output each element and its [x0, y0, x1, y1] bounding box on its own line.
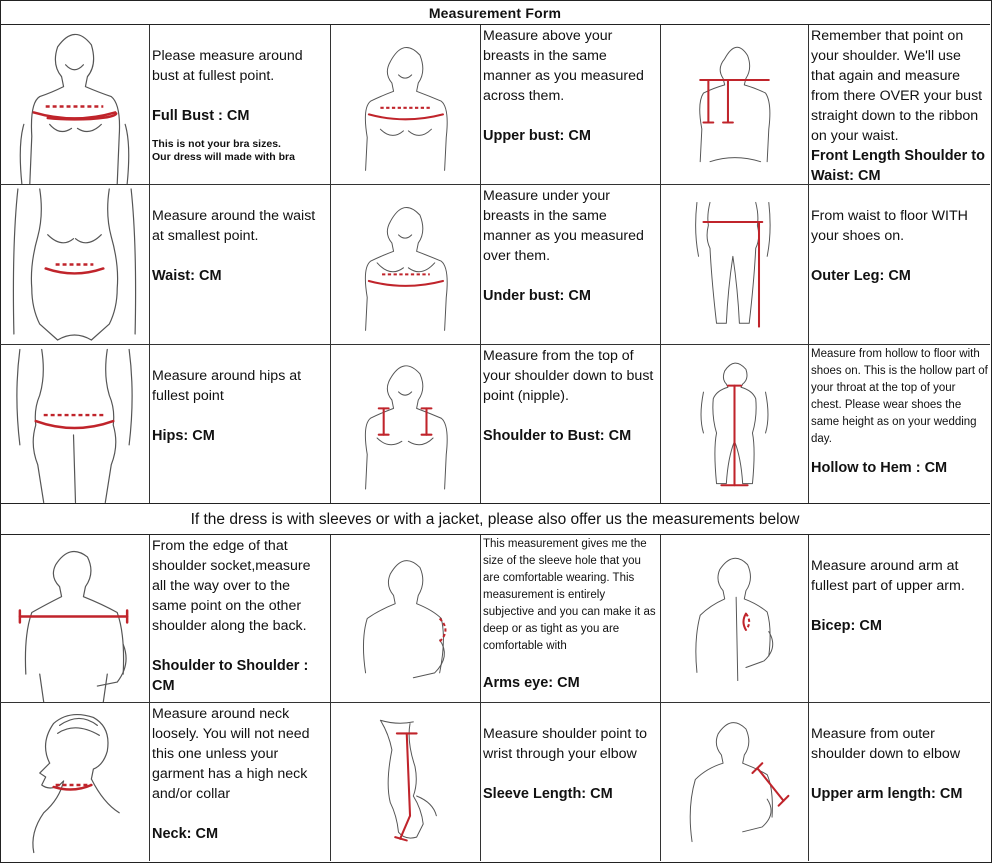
side-sleeve-icon	[331, 703, 481, 861]
outer-leg-cell	[809, 185, 990, 345]
waist-description: Measure around the waist at smallest point.	[152, 208, 316, 244]
bicep-label: Bicep: CM	[811, 618, 882, 634]
bra-included-note: Our dress will made with bra	[152, 151, 295, 163]
bicep-cell	[809, 535, 990, 703]
full-bust-label: Full Bust : CM	[152, 108, 250, 124]
arms-eye-description: This measurement gives me the size of the sleeve hole that you are comfortable wearing. This measurement is entirely subjective and you can make it as deep or as tight as you are comfortable with	[483, 538, 656, 652]
upper-arm-description: Measure from outer shoulder down to elbow	[811, 726, 961, 762]
body-measurements-grid	[0, 25, 990, 503]
arms-eye-cell	[481, 535, 661, 703]
bicep-description: Measure around arm at fullest part of upper arm.	[811, 558, 965, 594]
under-bust-cell	[481, 185, 661, 345]
shoulder-to-shoulder-label: Shoulder to Shoulder : CM	[152, 658, 309, 694]
shoulder-to-shoulder-description: From the edge of that shoulder socket,measure all the way over to the same point on the other shoulder along the back.	[152, 538, 311, 634]
neck-label: Neck: CM	[152, 826, 219, 842]
back-shoulder-icon	[0, 535, 150, 703]
sleeve-measurements-grid	[0, 535, 990, 861]
torso-upper-bust-icon	[331, 25, 481, 185]
torso-shoulder-bust-icon	[331, 345, 481, 503]
back-upper-arm-icon	[661, 703, 809, 861]
arms-eye-label: Arms eye: CM	[483, 675, 580, 691]
full-bust-description: Please measure around bust at fullest point.	[152, 48, 303, 84]
outer-leg-label: Outer Leg: CM	[811, 268, 911, 284]
upper-bust-label: Upper bust: CM	[483, 128, 591, 144]
shoulder-bust-cell	[481, 345, 661, 503]
hollow-hem-label: Hollow to Hem : CM	[811, 460, 948, 476]
under-bust-description: Measure under your breasts in the same manner as you measured over them.	[483, 188, 644, 264]
torso-under-bust-icon	[331, 185, 481, 345]
back-armseye-icon	[331, 535, 481, 703]
hips-description: Measure around hips at fullest point	[152, 368, 302, 404]
sleeve-length-label: Sleeve Length: CM	[483, 786, 613, 802]
torso-bust-icon	[0, 25, 150, 185]
shoulder-bust-label: Shoulder to Bust: CM	[483, 428, 632, 444]
torso-front-length-icon	[661, 25, 809, 185]
waist-label: Waist: CM	[152, 268, 222, 284]
sleeve-length-description: Measure shoulder point to wrist through your elbow	[483, 726, 648, 762]
full-bust-cell	[150, 25, 331, 185]
outer-leg-description: From waist to floor WITH your shoes on.	[811, 208, 968, 244]
hips-label: Hips: CM	[152, 428, 215, 444]
form-title: Measurement Form	[0, 0, 990, 25]
hollow-hem-cell	[809, 345, 990, 503]
front-length-description: Remember that point on your shoulder. We'll use that again and measure from there OVER your bust straight down to the ribbon on your waist.	[811, 28, 983, 144]
hollow-hem-description: Measure from hollow to floor with shoes on. This is the hollow part of your throat at the top of your chest. Please wear shoes the same height as on your wedding day.	[811, 348, 988, 445]
back-bicep-icon	[661, 535, 809, 703]
neck-description: Measure around neck loosely. You will not need this one unless your garment has a high neck and/or collar	[152, 706, 310, 802]
hips-cell	[150, 345, 331, 503]
sleeve-length-cell	[481, 703, 661, 861]
neck-cell	[150, 703, 331, 861]
profile-neck-icon	[0, 703, 150, 861]
upper-arm-label: Upper arm length: CM	[811, 786, 963, 802]
torso-waist-icon	[0, 185, 150, 345]
sleeve-section-heading: If the dress is with sleeves or with a jacket, please also offer us the measurements below	[0, 503, 990, 535]
figure-outer-leg-icon	[661, 185, 809, 345]
upper-bust-description: Measure above your breasts in the same manner as you measured across them.	[483, 28, 644, 104]
under-bust-label: Under bust: CM	[483, 288, 591, 304]
figure-hollow-hem-icon	[661, 345, 809, 503]
shoulder-bust-description: Measure from the top of your shoulder down to bust point (nipple).	[483, 348, 654, 404]
torso-hips-icon	[0, 345, 150, 503]
waist-cell	[150, 185, 331, 345]
upper-bust-cell	[481, 25, 661, 185]
upper-arm-cell	[809, 703, 990, 861]
front-length-label: Front Length Shoulder to Waist: CM	[811, 148, 985, 184]
front-length-cell	[809, 25, 990, 185]
bra-size-note: This is not your bra sizes.	[152, 138, 281, 150]
shoulder-to-shoulder-cell	[150, 535, 331, 703]
